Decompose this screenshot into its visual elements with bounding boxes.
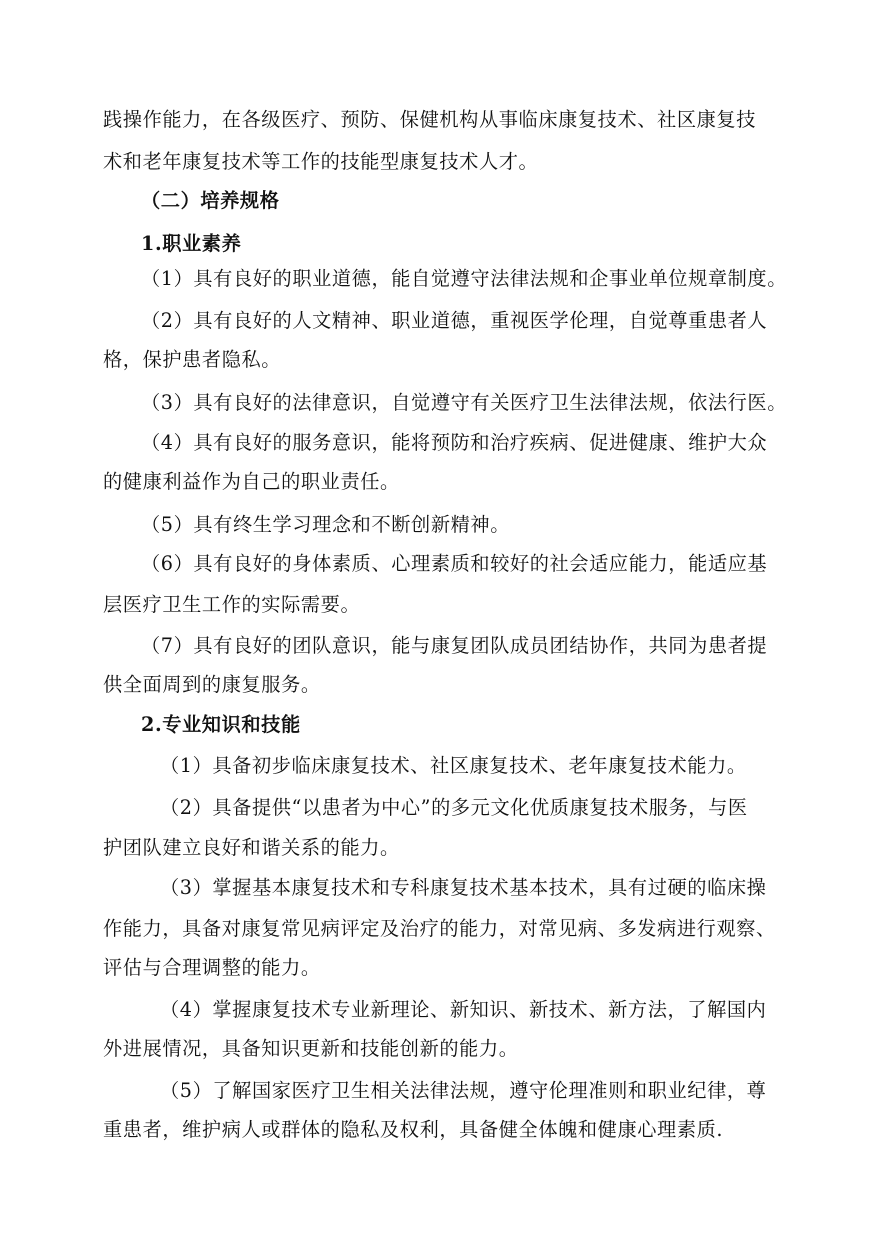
list-item: （5）了解国家医疗卫生相关法律法规，遵守伦理准则和职业纪律，尊: [160, 1079, 767, 1102]
list-item-continuation: 供全面周到的康复服务。: [103, 673, 321, 696]
list-item: （2）具备提供“以患者为中心”的多元文化优质康复技术服务，与医: [160, 796, 748, 819]
list-item-continuation: 的健康利益作为自己的职业责任。: [103, 470, 400, 493]
list-item-continuation: 评估与合理调整的能力。: [103, 956, 321, 979]
subsection-title: 2.专业知识和技能: [141, 713, 301, 736]
list-item: （2）具有良好的人文精神、职业道德，重视医学伦理，自觉尊重患者人: [141, 309, 768, 332]
section-title: （二）培养规格: [141, 189, 280, 212]
list-item: （1）具备初步临床康复技术、社区康复技术、老年康复技术能力。: [160, 754, 747, 777]
list-item: （4）掌握康复技术专业新理论、新知识、新技术、新方法，了解国内: [160, 998, 767, 1021]
list-item: （3）掌握基本康复技术和专科康复技术基本技术，具有过硬的临床操: [160, 876, 767, 899]
list-item: （3）具有良好的法律意识，自觉遵守有关医疗卫生法律法规，依法行医。: [141, 391, 788, 414]
list-item: （1）具有良好的职业道德，能自觉遵守法律法规和企事业单位规章制度。: [141, 267, 788, 290]
list-item-continuation: 重患者，维护病人或群体的隐私及权利，具备健全体魄和健康心理素质.: [103, 1118, 724, 1141]
subsection-title: 1.职业素养: [141, 232, 242, 255]
list-item-continuation: 外进展情况，具备知识更新和技能创新的能力。: [103, 1037, 519, 1060]
list-item-continuation: 格，保护患者隐私。: [103, 348, 282, 371]
list-item: （5）具有终生学习理念和不断创新精神。: [141, 513, 510, 536]
list-item-continuation: 护团队建立良好和谐关系的能力。: [103, 836, 400, 859]
list-item: （4）具有良好的服务意识，能将预防和治疗疾病、促进健康、维护大众: [141, 431, 768, 454]
list-item-continuation: 层医疗卫生工作的实际需要。: [103, 593, 361, 616]
list-item: （6）具有良好的身体素质、心理素质和较好的社会适应能力，能适应基: [141, 552, 768, 575]
intro-line: 践操作能力，在各级医疗、预防、保健机构从事临床康复技术、社区康复技: [103, 108, 756, 131]
list-item: （7）具有良好的团队意识，能与康复团队成员团结协作，共同为患者提: [141, 634, 768, 657]
list-item-continuation: 作能力，具备对康复常见病评定及治疗的能力，对常见病、多发病进行观察、: [103, 917, 776, 940]
intro-line: 术和老年康复技术等工作的技能型康复技术人才。: [103, 150, 539, 173]
